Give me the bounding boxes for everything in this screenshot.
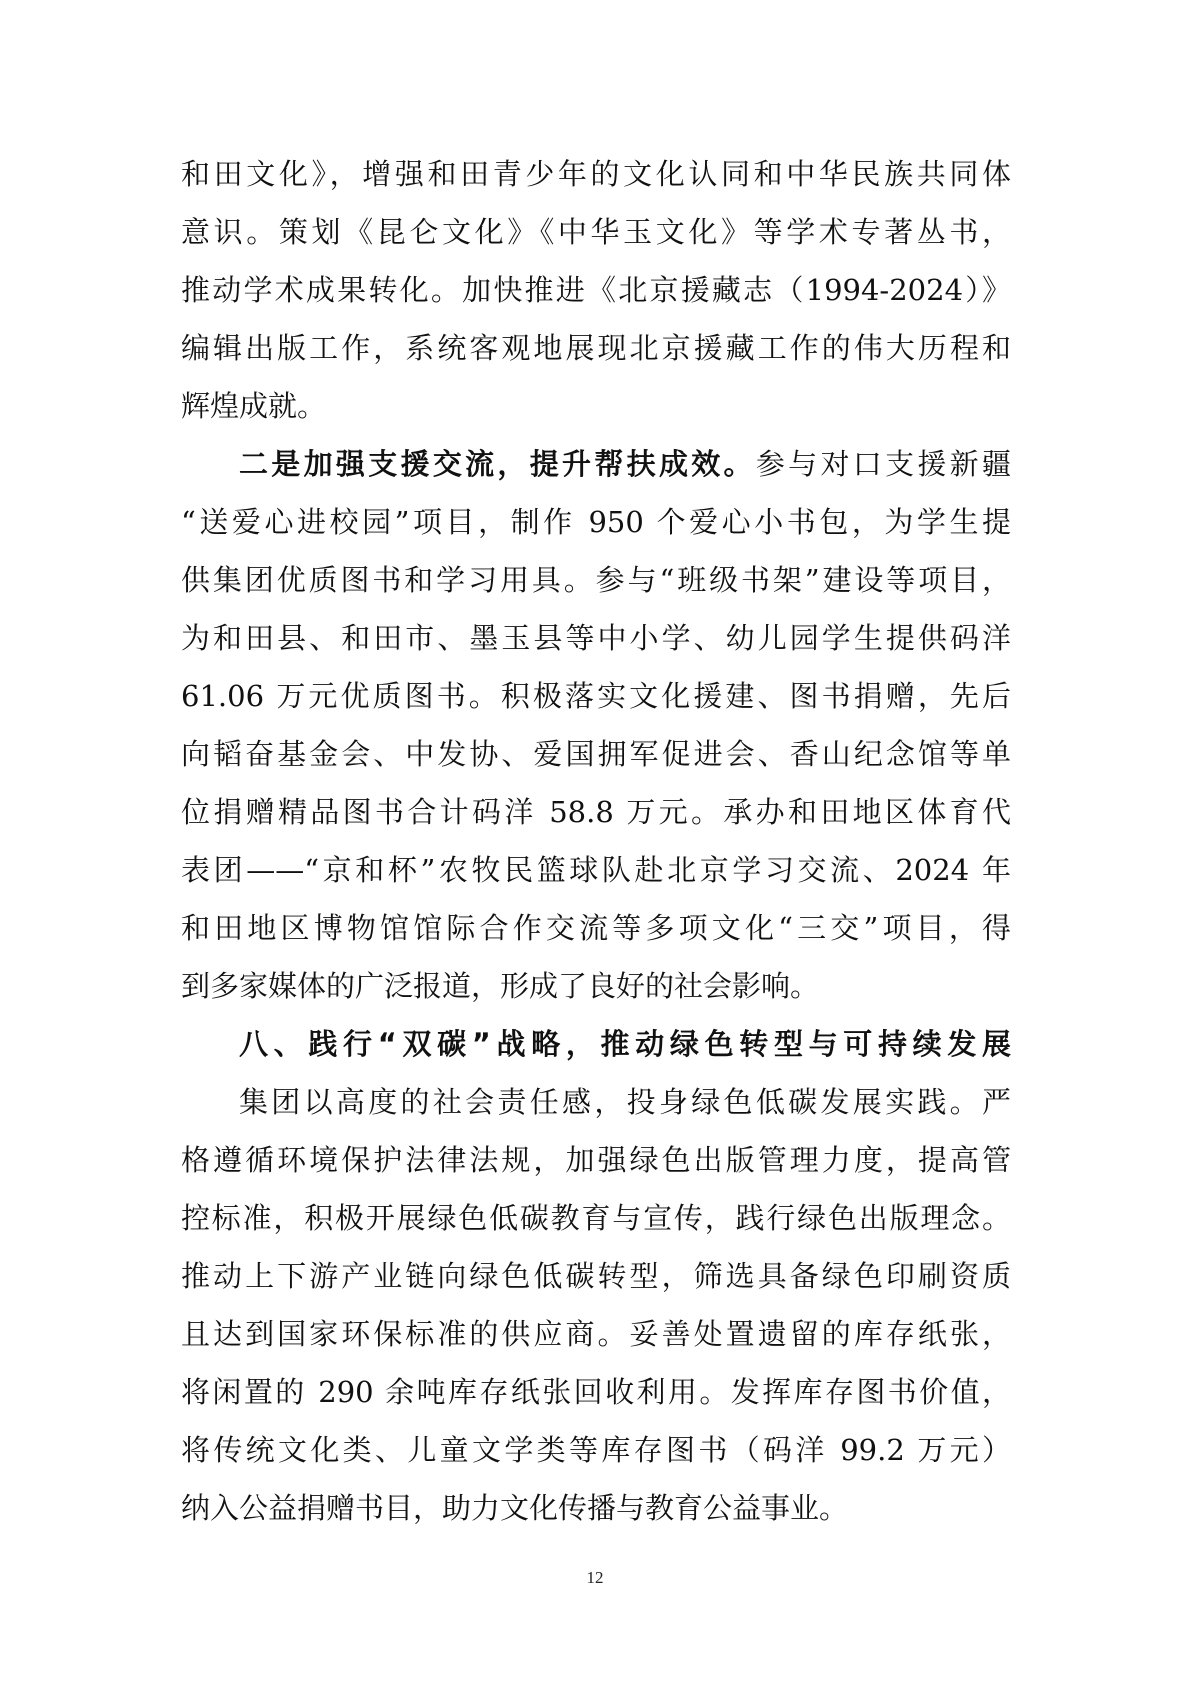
paragraph-line: 和田地区博物馆馆际合作交流等多项文化“三交”项目，得	[181, 911, 1011, 945]
section-heading: 八、践行“双碳”战略，推动绿色转型与可持续发展	[239, 1027, 1011, 1061]
paragraph-line: “送爱心进校园”项目，制作 950 个爱心小书包，为学生提	[181, 505, 1011, 539]
paragraph-line: 将传统文化类、儿童文学类等库存图书（码洋 99.2 万元）	[181, 1433, 1011, 1467]
paragraph-line: 向韬奋基金会、中发协、爱国拥军促进会、香山纪念馆等单	[181, 737, 1011, 771]
paragraph-line: 到多家媒体的广泛报道，形成了良好的社会影响。	[181, 969, 820, 1003]
paragraph-line	[181, 435, 1011, 493]
paragraph-line: 辉煌成就。	[181, 389, 327, 423]
paragraph-line: 推动上下游产业链向绿色低碳转型，筛选具备绿色印刷资质	[181, 1259, 1011, 1293]
paragraph-line: 将闲置的 290 余吨库存纸张回收利用。发挥库存图书价值，	[181, 1375, 1011, 1409]
paragraph-line: 和田文化》，增强和田青少年的文化认同和中华民族共同体	[181, 157, 1011, 191]
paragraph-line: 纳入公益捐赠书目，助力文化传播与教育公益事业。	[181, 1491, 849, 1525]
paragraph-line: 且达到国家环保标准的供应商。妥善处置遗留的库存纸张，	[181, 1317, 1011, 1351]
paragraph-line: 编辑出版工作，系统客观地展现北京援藏工作的伟大历程和	[181, 331, 1011, 365]
paragraph-line: 意识。策划《昆仑文化》《中华玉文化》等学术专著丛书，	[181, 215, 1011, 249]
paragraph-line-text: 参与对口支援新疆	[755, 447, 1011, 481]
paragraph-lead-bold: 二是加强支援交流，提升帮扶成效。	[239, 447, 756, 481]
paragraph-line: 推动学术成果转化。加快推进《北京援藏志（1994-2024）》	[181, 273, 1011, 307]
paragraph-line: 表团——“京和杯”农牧民篮球队赴北京学习交流、2024 年	[181, 853, 1011, 887]
page-number: 12	[586, 1568, 604, 1587]
paragraph-line: 格遵循环境保护法律法规，加强绿色出版管理力度，提高管	[181, 1143, 1011, 1177]
paragraph-line: 为和田县、和田市、墨玉县等中小学、幼儿园学生提供码洋	[181, 621, 1011, 655]
paragraph-line: 供集团优质图书和学习用具。参与“班级书架”建设等项目，	[181, 563, 1011, 597]
paragraph-line: 集团以高度的社会责任感，投身绿色低碳发展实践。严	[239, 1085, 1011, 1119]
paragraph-line: 位捐赠精品图书合计码洋 58.8 万元。承办和田地区体育代	[181, 795, 1011, 829]
paragraph-line: 控标准，积极开展绿色低碳教育与宣传，践行绿色出版理念。	[181, 1201, 1011, 1235]
paragraph-line: 61.06 万元优质图书。积极落实文化援建、图书捐赠，先后	[181, 679, 1011, 713]
